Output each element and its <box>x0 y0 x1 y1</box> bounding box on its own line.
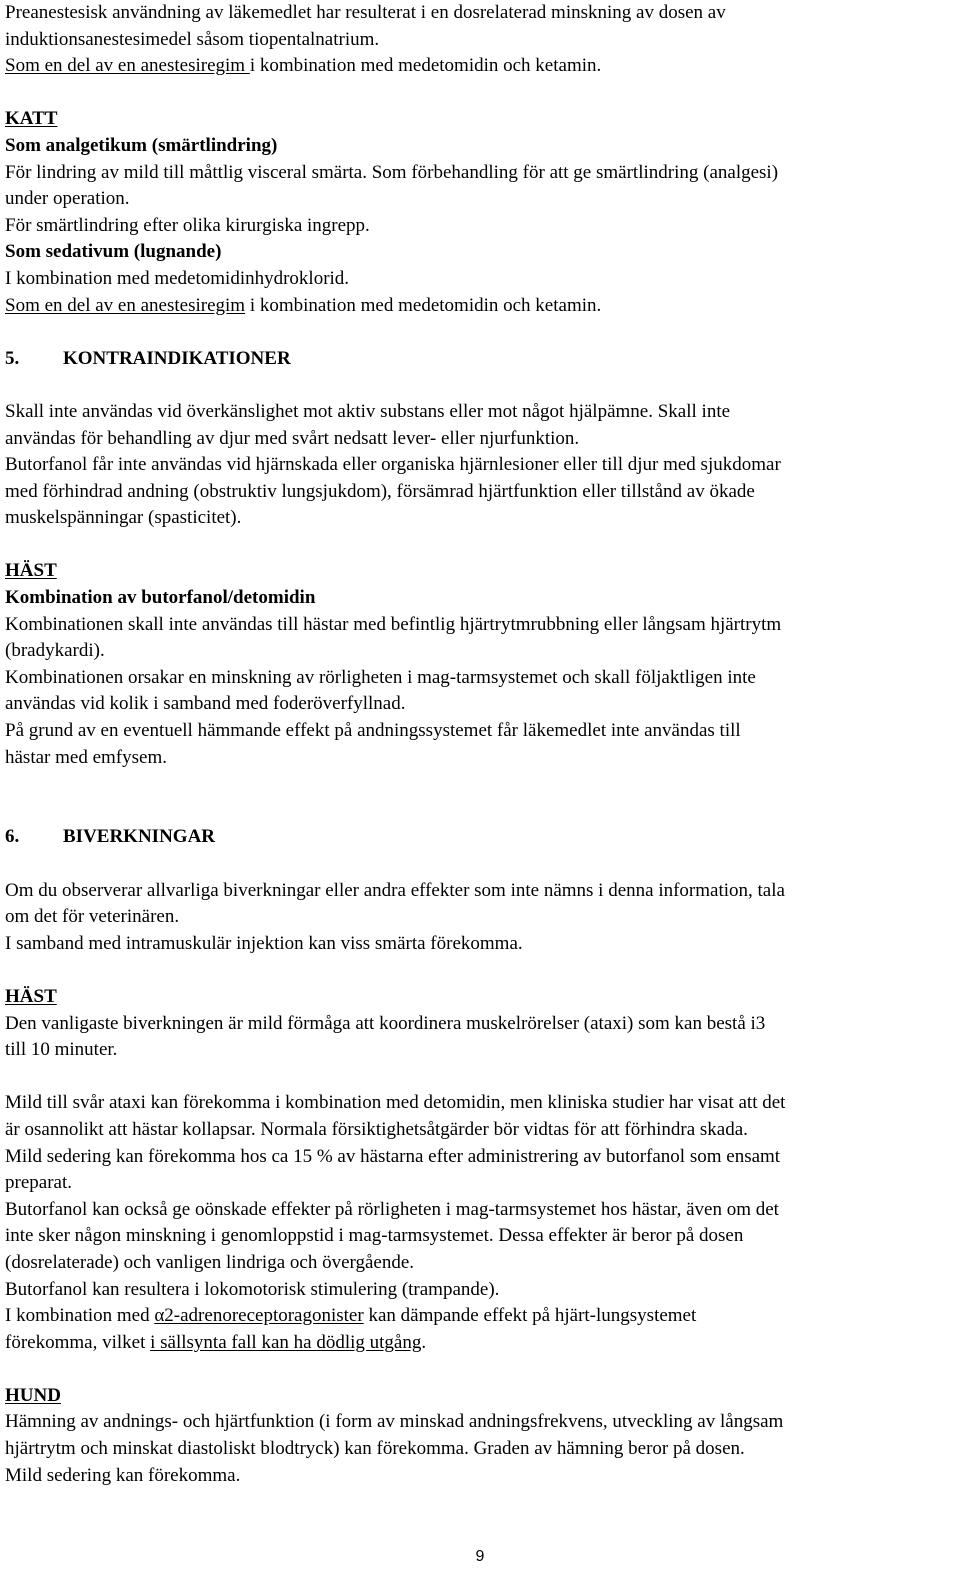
section-heading <box>5 824 955 851</box>
text-line <box>5 1330 955 1357</box>
text-line: hjärtrytm och minskat diastoliskt blodtryck) kan förekomma. Graden av hämning beror på dosen. <box>5 1438 745 1460</box>
text-line: Mild till svår ataxi kan förekomma i kombination med detomidin, men kliniska studier har visat att det <box>5 1092 786 1114</box>
section-title: KONTRAINDIKATIONER <box>63 347 291 369</box>
text-line <box>5 53 955 80</box>
text-line: (dosrelaterade) och vanligen lindriga och övergående. <box>5 1251 415 1273</box>
hast-heading: HÄST <box>5 985 57 1007</box>
text-line: För lindring av mild till måttlig visceral smärta. Som förbehandling för att ge smärtlindring (analgesi) <box>5 161 779 183</box>
contraindications-section <box>5 346 955 772</box>
hast-heading: HÄST <box>5 560 57 582</box>
katt-section <box>5 106 955 319</box>
text-line: Butorfanol kan också ge oönskade effekter på rörligheten i mag-tarmsystemet hos hästar, även om det <box>5 1198 779 1220</box>
text-line: Skall inte användas vid överkänslighet mot aktiv substans eller mot något hjälpämne. Skall inte <box>5 400 731 422</box>
anesthesia-regimen-link[interactable]: Som en del av en anestesiregim <box>5 294 246 316</box>
section-heading <box>5 346 955 373</box>
alpha2-agonists-link[interactable]: α2-adrenoreceptoragonister <box>154 1305 364 1327</box>
rare-fatal-outcome-link[interactable]: i sällsynta fall kan ha dödlig utgång <box>150 1331 422 1353</box>
text-line: är osannolikt att hästar kollapsar. Normala försiktighetsåtgärder bör vidtas för att förhindra skada. <box>5 1118 748 1140</box>
page-number: 9 <box>475 1548 485 1565</box>
document-page <box>5 0 955 1489</box>
text-line: Om du observerar allvarliga biverkningar eller andra effekter som inte nämns i denna information, tala <box>5 879 785 901</box>
text-line <box>5 293 955 320</box>
text-line: inte sker någon minskning i genomloppstid i mag-tarmsystemet. Dessa effekter är beror på dosen <box>5 1225 744 1247</box>
text-line: med förhindrad andning (obstruktiv lungsjukdom), försämrad hjärtfunktion eller tillstånd av ökade <box>5 480 755 502</box>
text-span: i kombination med medetomidin och ketamin. <box>249 55 602 77</box>
text-line: I samband med intramuskulär injektion kan viss smärta förekomma. <box>5 932 523 954</box>
text-span: kan dämpande effekt på hjärt-lungsystemet <box>363 1305 697 1327</box>
text-line: Den vanligaste biverkningen är mild förmåga att koordinera muskelrörelser (ataxi) som kan bestå i3 <box>5 1012 766 1034</box>
combination-subheading: Kombination av butorfanol/detomidin <box>5 587 316 609</box>
text-line: användas för behandling av djur med svårt nedsatt lever- eller njurfunktion. <box>5 427 580 449</box>
text-line <box>5 1303 955 1330</box>
text-span: i kombination med medetomidin och ketamin. <box>245 294 602 316</box>
section-number: 6. <box>5 826 20 848</box>
adverse-reactions-section <box>5 824 955 1489</box>
text-line: För smärtlindring efter olika kirurgiska ingrepp. <box>5 214 370 236</box>
text-span: förekomma, vilket <box>5 1331 151 1353</box>
text-line: Preanestesisk användning av läkemedlet har resulterat i en dosrelaterad minskning av dosen av <box>5 2 726 23</box>
text-line: Kombinationen skall inte användas till hästar med befintlig hjärtrytmrubbning eller långsam hjärtrytm <box>5 613 782 635</box>
text-line: I kombination med medetomidinhydroklorid. <box>5 267 350 289</box>
text-line: (bradykardi). <box>5 640 105 662</box>
text-line: preparat. <box>5 1172 72 1194</box>
text-line: Hämning av andnings- och hjärtfunktion (i form av minskad andningsfrekvens, utveckling av långsam <box>5 1411 784 1433</box>
text-line: Mild sedering kan förekomma. <box>5 1464 241 1486</box>
anesthesia-regimen-link[interactable]: Som en del av en anestesiregim <box>5 55 250 77</box>
text-line: Butorfanol kan resultera i lokomotorisk stimulering (trampande). <box>5 1278 500 1300</box>
text-line: Butorfanol får inte användas vid hjärnskada eller organiska hjärnlesioner eller till djur med sjukdomar <box>5 454 781 476</box>
sedative-subheading: Som sedativum (lugnande) <box>5 241 222 263</box>
section-number: 5. <box>5 347 20 369</box>
text-line: induktionsanestesimedel såsom tiopentalnatrium. <box>5 28 380 50</box>
text-span: I kombination med <box>5 1305 155 1327</box>
section-title: BIVERKNINGAR <box>63 826 216 848</box>
text-line: Kombinationen orsakar en minskning av rörligheten i mag-tarmsystemet och skall följaktligen inte <box>5 666 756 688</box>
text-line: under operation. <box>5 188 130 210</box>
hund-heading: HUND <box>5 1384 61 1406</box>
text-line: till 10 minuter. <box>5 1039 118 1061</box>
text-span: . <box>421 1331 427 1353</box>
text-line: hästar med emfysem. <box>5 746 167 768</box>
intro-block <box>5 0 955 80</box>
text-line: Mild sedering kan förekomma hos ca 15 % av hästarna efter administrering av butorfanol som ensamt <box>5 1145 781 1167</box>
text-line: användas vid kolik i samband med foderöverfyllnad. <box>5 693 406 715</box>
analgetic-subheading: Som analgetikum (smärtlindring) <box>5 134 278 156</box>
text-line: På grund av en eventuell hämmande effekt på andningssystemet får läkemedlet inte användas till <box>5 720 741 742</box>
text-line: muskelspänningar (spasticitet). <box>5 507 242 529</box>
katt-heading: KATT <box>5 108 58 130</box>
text-line: om det för veterinären. <box>5 906 180 928</box>
